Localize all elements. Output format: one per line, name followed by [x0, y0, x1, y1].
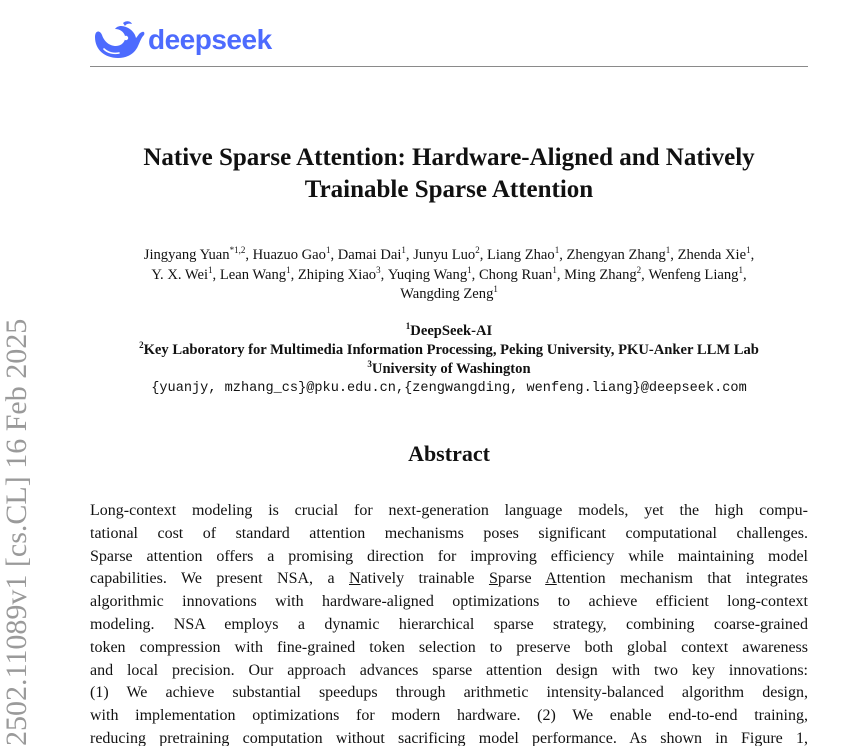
author: Wangding Zeng$^1$ — [400, 284, 498, 302]
author: Jingyang Yuan$^{*1,2}$, — [143, 245, 253, 263]
abstract-body — [90, 500, 808, 746]
deepseek-logo — [90, 18, 272, 62]
author: Chong Ruan$^1$, — [478, 264, 565, 283]
arxiv-identifier: 2502.11089v1 [cs.CL] 16 Feb 2025 — [0, 318, 33, 746]
author-list — [80, 246, 818, 305]
author-emails: {yuanjy, mzhang_cs}@pku.edu.cn,{zengwangding, wenfeng.liang}@deepseek.com — [151, 381, 747, 396]
abstract-line: and local precision. Our approach advances sparse attention design with two key innovations: — [90, 661, 808, 679]
title-line-1: Native Sparse Attention: Hardware-Aligned and Natively — [143, 144, 755, 171]
abstract-heading: Abstract — [408, 441, 490, 466]
abstract-line: algorithmic innovations with hardware-aligned optimizations to achieve efficient long-context — [90, 593, 808, 611]
author: Ming Zhang$^2$, — [564, 264, 649, 283]
author: Junyu Luo$^2$, — [413, 245, 488, 263]
affiliation: $^2$Key Laboratory for Multimedia Information Processing, Peking University, PKU-Anker LLM Lab — [139, 340, 759, 358]
affiliations — [80, 322, 818, 398]
affiliation: $^3$University of Washington — [367, 359, 531, 377]
title-line-2: Trainable Sparse Attention — [304, 176, 594, 203]
author: Huazuo Gao$^1$, — [252, 245, 338, 263]
author: Zhengyan Zhang$^1$, — [566, 245, 678, 263]
abstract-line: capabilities. We present NSA, a Natively trainable Sparse Attention mechanism that integrates — [90, 570, 809, 588]
header-divider — [90, 66, 808, 67]
abstract-line: modeling. NSA employs a dynamic hierarchical sparse strategy, combining coarse-grained — [90, 615, 808, 633]
abstract-line: (1) We achieve substantial speedups through arithmetic intensity-balanced algorithm design, — [90, 684, 808, 702]
author: Zhenda Xie$^1$, — [677, 245, 755, 263]
logo-text: deepseek — [148, 24, 272, 55]
abstract-line: with implementation optimizations for modern hardware. (2) We enable end-to-end training, — [90, 707, 808, 725]
author: Damai Dai$^1$, — [337, 245, 414, 263]
abstract-line: Long-context modeling is crucial for next-generation language models, yet the high compu- — [90, 502, 808, 519]
author: Lean Wang$^1$, — [219, 264, 298, 283]
affiliation: $^1$DeepSeek-AI — [405, 321, 493, 339]
abstract-line: tational cost of standard attention mechanisms poses significant computational challenges. — [90, 524, 808, 542]
abstract-line: Sparse attention offers a promising direction for improving efficiency while maintaining model — [90, 547, 808, 565]
paper-title — [90, 142, 808, 206]
author-line — [80, 285, 818, 305]
author-line — [80, 246, 818, 266]
whale-icon — [90, 20, 148, 60]
author-line — [80, 266, 818, 286]
author: Wenfeng Liang$^1$, — [648, 264, 747, 283]
author: Liang Zhao$^1$, — [487, 245, 567, 263]
author: Y. X. Wei$^1$, — [151, 264, 220, 283]
author: Zhiping Xiao$^3$, — [297, 264, 388, 283]
abstract-line: reducing pretraining computation without sacrificing model performance. As shown in Figure 1, — [90, 729, 808, 746]
author: Yuqing Wang$^1$, — [387, 264, 479, 283]
abstract-line: token compression with fine-grained token selection to preserve both global context awareness — [90, 638, 808, 656]
